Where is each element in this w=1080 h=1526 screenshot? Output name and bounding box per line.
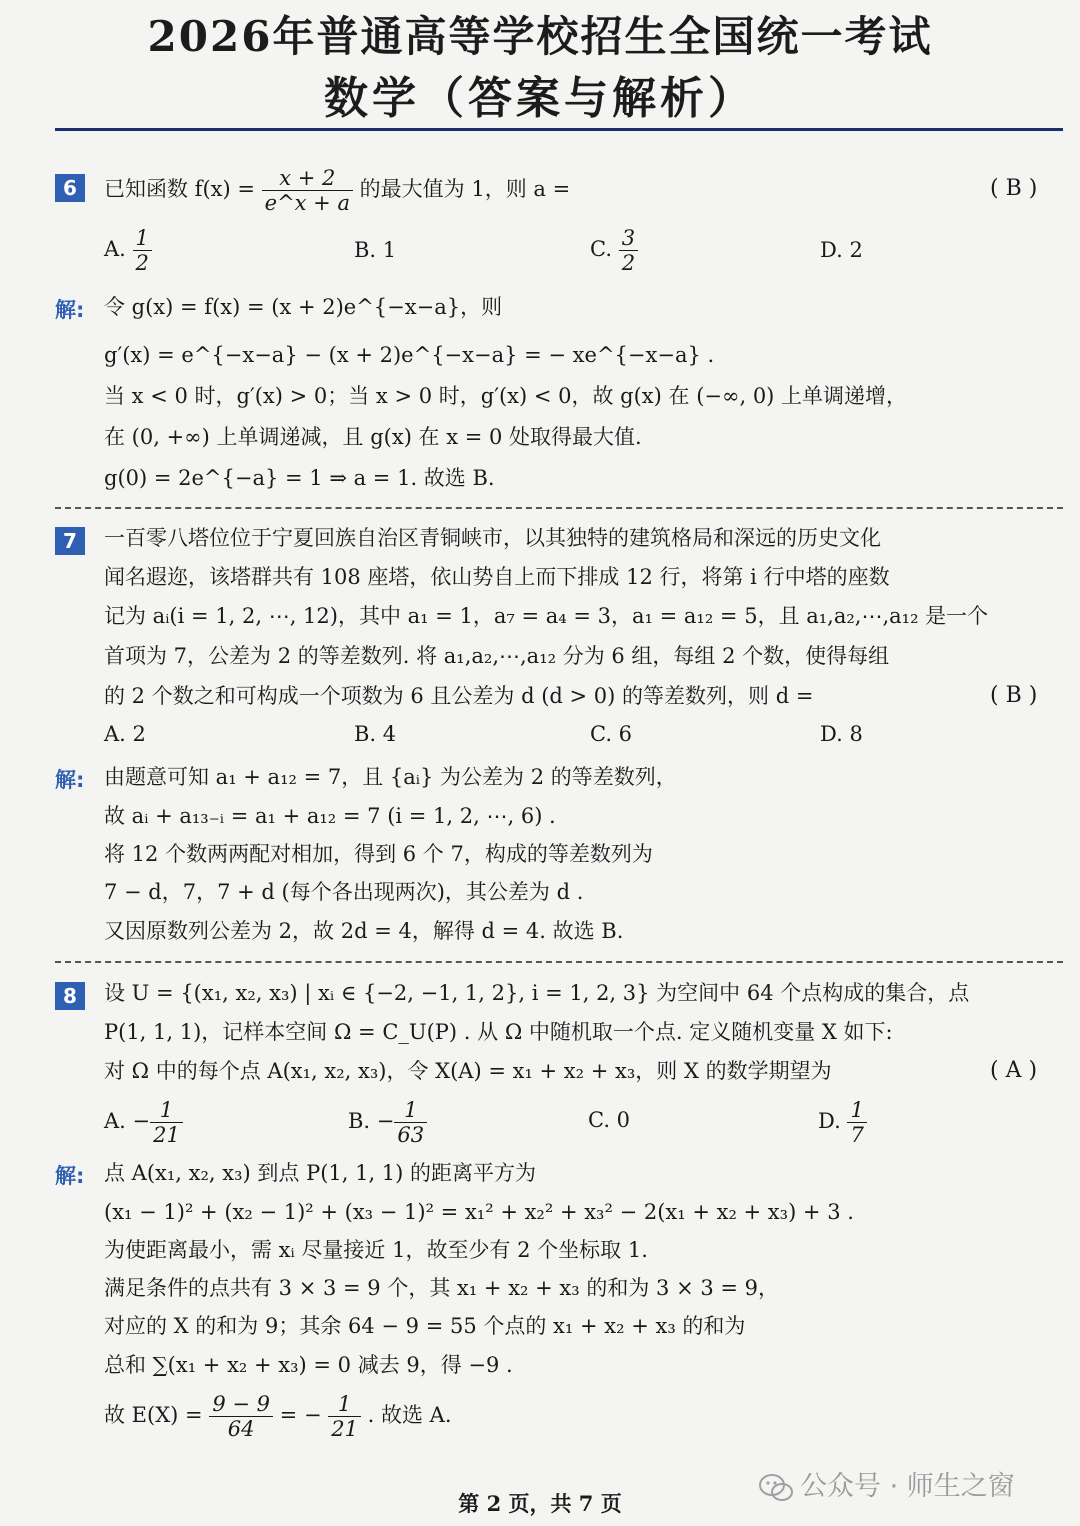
q6-answer: ( B )	[990, 176, 1038, 201]
q6-option-a: A. $\frac{1}{2}$	[104, 226, 152, 275]
q8-stem-line: P(1, 1, 1)，记样本空间 Ω = C_U(P) . 从 Ω 中随机取一个点. 定义随机变量 X 如下:	[104, 1020, 893, 1044]
q8-solution-line: (x₁ − 1)² + (x₂ − 1)² + (x₃ − 1)² = x₁² + x₂² + x₃² − 2(x₁ + x₂ + x₃) + 3 .	[104, 1200, 854, 1224]
q8-solution-line: 总和 ∑(x₁ + x₂ + x₃) = 0 减去 9，得 −9 .	[104, 1353, 513, 1377]
q8-option-a: A. − $\frac{1}{21}$	[104, 1098, 183, 1147]
q7-option-b: B. 4	[354, 722, 397, 746]
q6-solution-line: 在 (0, +∞) 上单调递减，且 g(x) 在 x = 0 处取得最大值.	[104, 425, 642, 449]
q7-solution-label: 解:	[55, 768, 85, 792]
question-number-7: 7	[55, 527, 85, 555]
q7-solution-line: 7 − d，7，7 + d (每个各出现两次)，其公差为 d .	[104, 880, 584, 904]
title-rule	[55, 128, 1063, 131]
q8-stem-line: 设 U = {(x₁, x₂, x₃) | xᵢ ∈ {−2, −1, 1, 2}, i = 1, 2, 3} 为空间中 64 个点构成的集合，点	[104, 981, 970, 1005]
q7-solution-line: 由题意可知 a₁ + a₁₂ = 7，且 {aᵢ} 为公差为 2 的等差数列，	[104, 765, 677, 789]
q8-answer: ( A )	[990, 1058, 1038, 1083]
q7-option-c: C. 6	[590, 722, 633, 746]
q7-solution-line: 又因原数列公差为 2，故 2d = 4，解得 d = 4. 故选 B.	[104, 919, 624, 943]
document-title: 2026年普通高等学校招生全国统一考试	[147, 12, 933, 61]
q8-option-d: D. $\frac{1}{7}$	[818, 1098, 867, 1147]
question-number-8: 8	[55, 982, 85, 1010]
q7-stem-line: 闻名遐迩，该塔群共有 108 座塔，依山势自上而下排成 12 行，将第 i 行中塔的座数	[104, 565, 890, 589]
q6-solution-line: g′(x) = e^{−x−a} − (x + 2)e^{−x−a} = − xe^{−x−a} .	[104, 343, 715, 367]
q6-option-b: B. 1	[354, 238, 397, 262]
q7-stem-line: 一百零八塔位位于宁夏回族自治区青铜峡市，以其独特的建筑格局和深远的历史文化	[104, 526, 881, 550]
question-number-6: 6	[55, 174, 85, 202]
q6-option-d: D. 2	[820, 238, 863, 262]
q8-solution-line: 满足条件的点共有 3 × 3 = 9 个，其 x₁ + x₂ + x₃ 的和为 3 × 3 = 9，	[104, 1276, 780, 1300]
q7-solution-line: 将 12 个数两两配对相加，得到 6 个 7，构成的等差数列为	[104, 842, 653, 866]
q6-solution-label: 解:	[55, 298, 85, 322]
q8-solution-line: 为使距离最小，需 xᵢ 尽量接近 1，故至少有 2 个坐标取 1.	[104, 1238, 648, 1262]
q8-solution-label: 解:	[55, 1164, 85, 1188]
q6-stem: 已知函数 f(x) = $\frac{x + 2}{e\^{}x + a}$ 的最大值为 1，则 a =	[104, 166, 571, 215]
q8-option-c: C. 0	[588, 1108, 631, 1132]
q8-stem-line: 对 Ω 中的每个点 A(x₁, x₂, x₃)，令 X(A) = x₁ + x₂ + x₃，则 X 的数学期望为	[104, 1059, 832, 1083]
q7-answer: ( B )	[990, 683, 1038, 708]
section-divider	[55, 961, 1063, 963]
q7-stem-line: 的 2 个数之和可构成一个项数为 6 且公差为 d (d > 0) 的等差数列，则 d =	[104, 684, 814, 708]
q6-solution-line: 令 g(x) = f(x) = (x + 2)e^{−x−a}，则	[104, 295, 503, 319]
q6-option-c: C. $\frac{3}{2}$	[590, 226, 638, 275]
q7-stem-line: 记为 aᵢ(i = 1, 2, ⋯, 12)，其中 a₁ = 1，a₇ = a₄ = 3，a₁ = a₁₂ = 5，且 a₁,a₂,⋯,a₁₂ 是一个	[104, 604, 989, 628]
q6-fraction: $\frac{x + 2}{e\^{}x + a}$	[262, 166, 353, 215]
q7-option-a: A. 2	[104, 722, 146, 746]
watermark: 公众号 · 师生之窗	[758, 1464, 1015, 1503]
q8-solution-line: 对应的 X 的和为 9；其余 64 − 9 = 55 个点的 x₁ + x₂ + x₃ 的和为	[104, 1314, 746, 1338]
q6-solution-line: g(0) = 2e^{−a} = 1 ⇒ a = 1. 故选 B.	[104, 466, 495, 490]
q6-solution-line: 当 x < 0 时，g′(x) > 0；当 x > 0 时，g′(x) < 0，故 g(x) 在 (−∞, 0) 上单调递增，	[104, 384, 908, 408]
q7-solution-line: 故 aᵢ + a₁₃₋ᵢ = a₁ + a₁₂ = 7 (i = 1, 2, ⋯, 6) .	[104, 804, 556, 828]
q7-stem-line: 首项为 7，公差为 2 的等差数列. 将 a₁,a₂,⋯,a₁₂ 分为 6 组，每组 2 个数，使得每组	[104, 644, 890, 668]
document-subtitle: 数学（答案与解析）	[324, 73, 756, 124]
page-footer: 第 2 页，共 7 页	[458, 1491, 622, 1516]
q8-solution-line: 点 A(x₁, x₂, x₃) 到点 P(1, 1, 1) 的距离平方为	[104, 1161, 537, 1185]
q8-option-b: B. − $\frac{1}{63}$	[348, 1098, 427, 1147]
q8-final-line: 故 E(X) = $\frac{9 - 9}{64}$ = − $\frac{1}{21}$ . 故选 A.	[104, 1392, 452, 1441]
section-divider	[55, 507, 1063, 509]
q7-option-d: D. 8	[820, 722, 863, 746]
